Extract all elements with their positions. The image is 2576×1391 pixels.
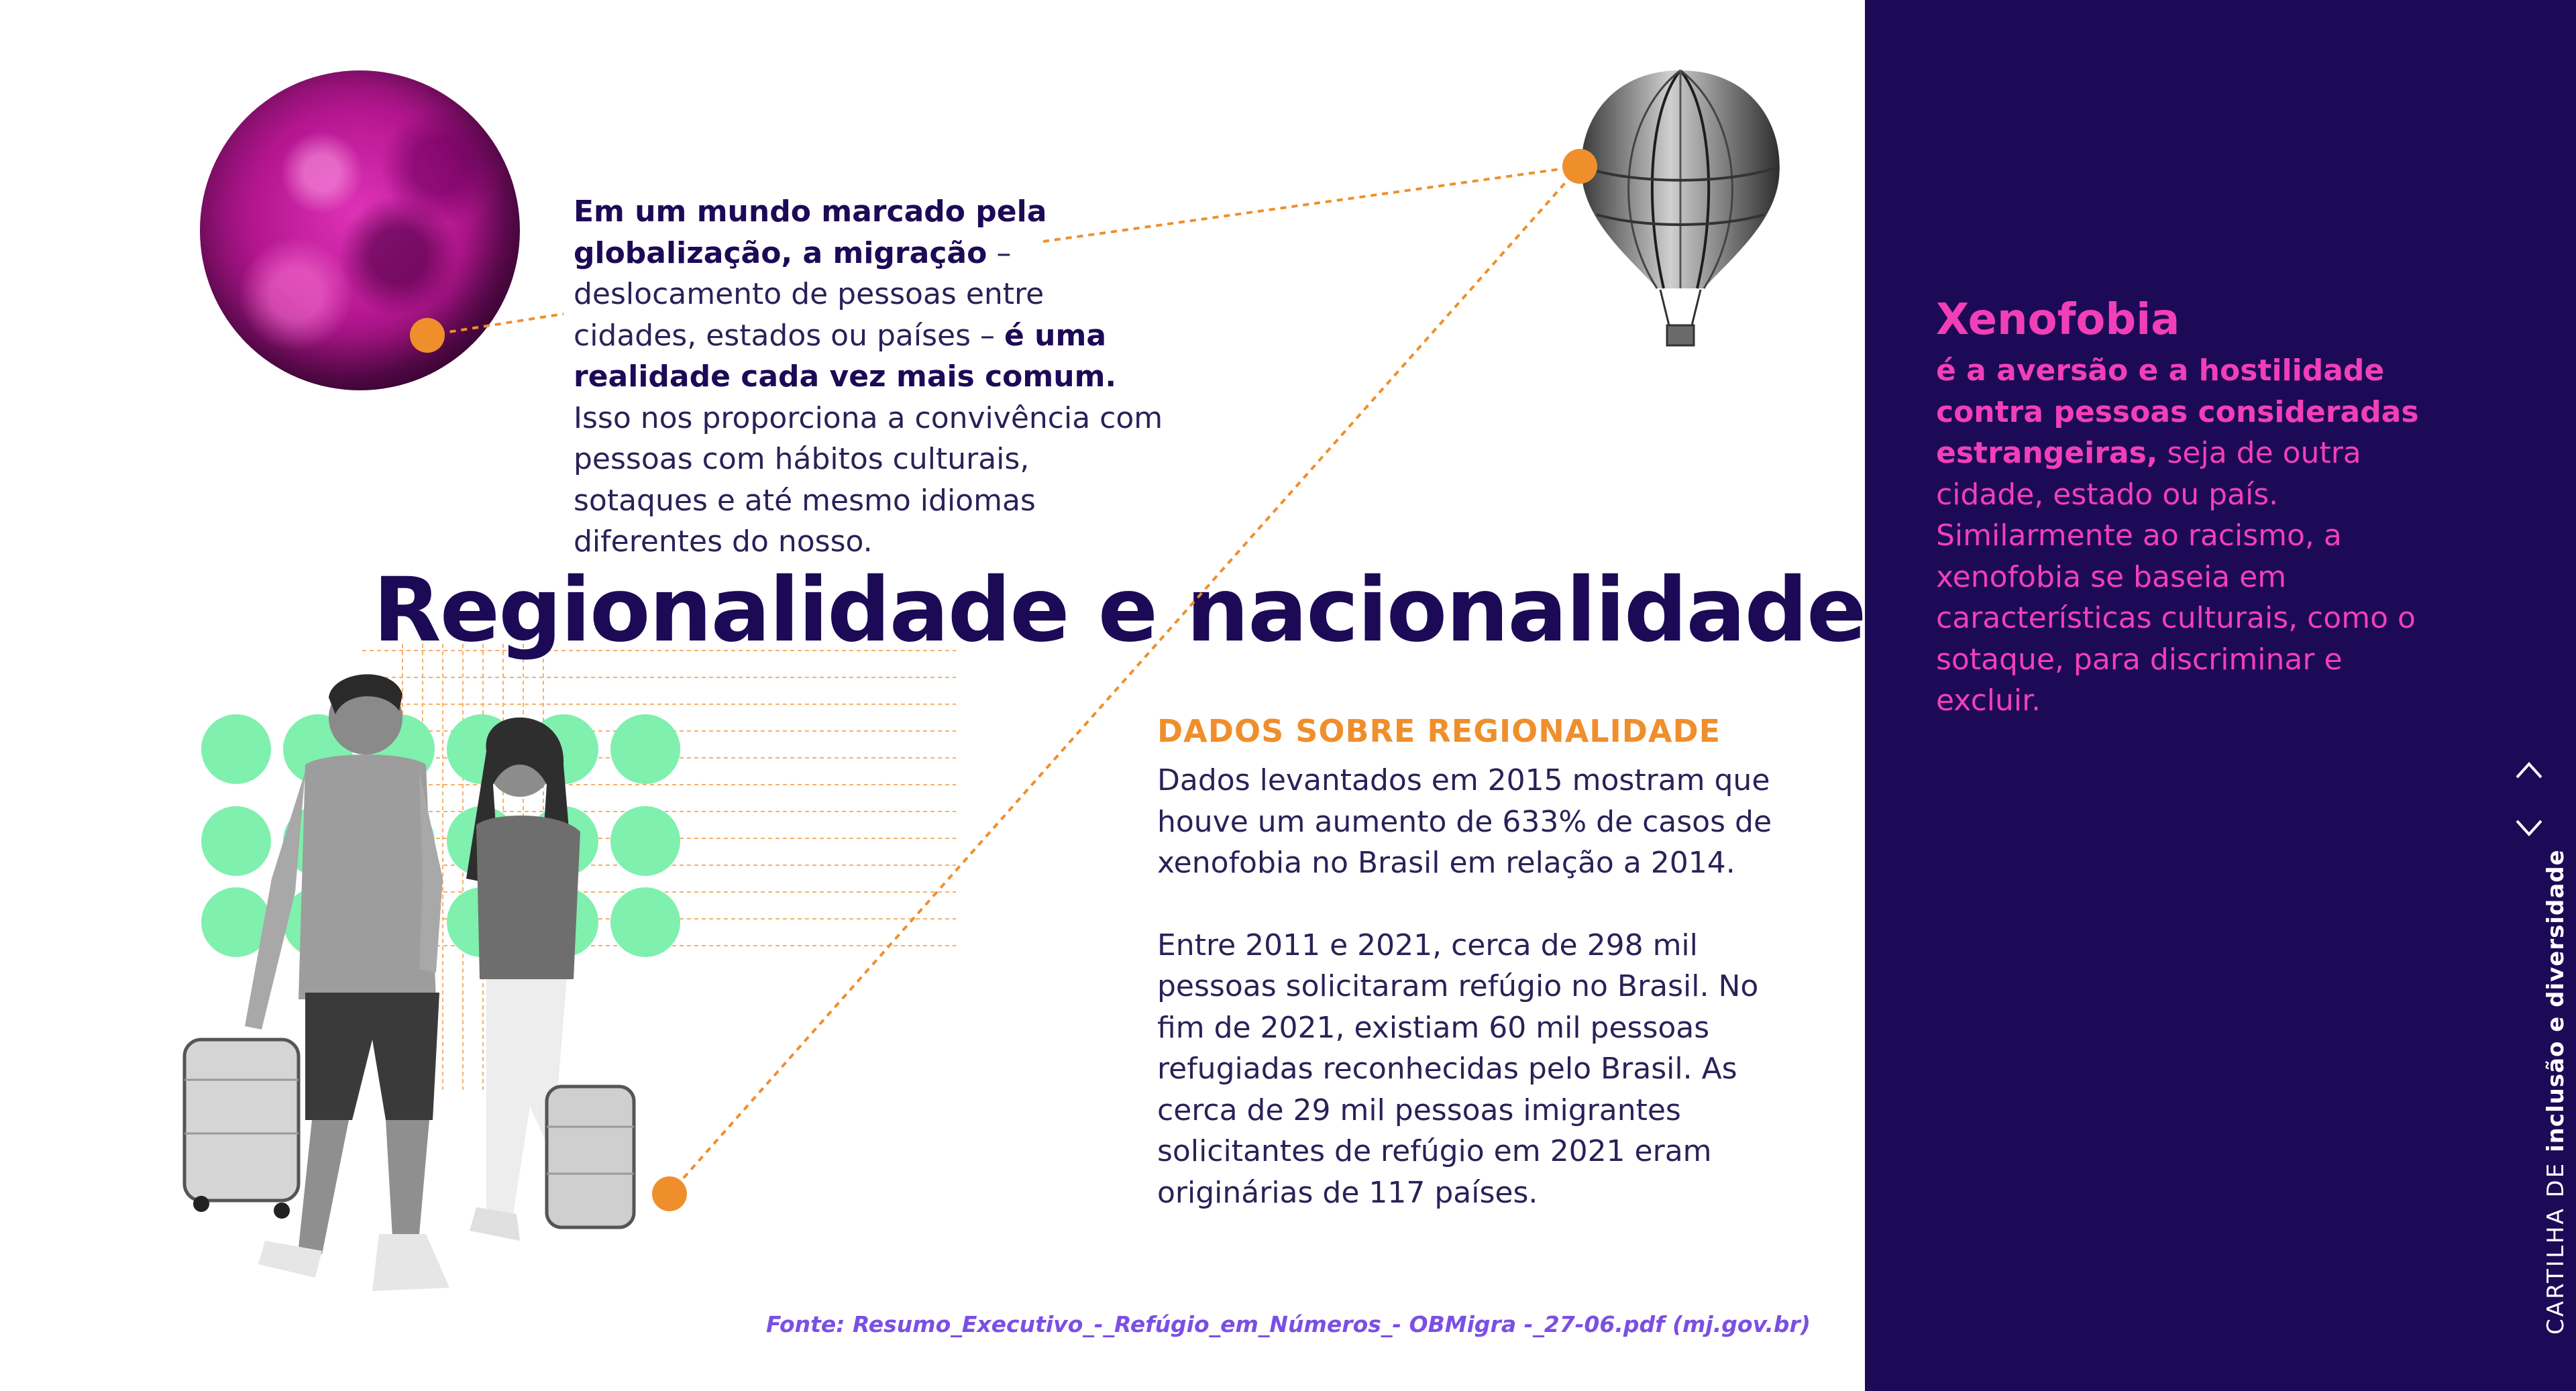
intro-bold-3: é uma realidade cada vez mais comum. <box>574 318 1117 394</box>
sidebar-title: Xenofobia <box>1936 295 2180 345</box>
chevron-up-icon[interactable] <box>2513 755 2545 787</box>
regional-data-section <box>1157 708 1801 1254</box>
definition-rest: seja de outra cidade, estado ou país. Similarmente ao racismo, a xenofobia se baseia em características culturais, como o sotaque, para discriminar e excluir. <box>1936 436 2416 718</box>
vertical-label-bold: inclusão e diversidade <box>2542 849 2569 1152</box>
definition-bold: é a aversão e a hostilidade contra pessoas consideradas estrangeiras, <box>1936 353 2419 470</box>
section-title: DADOS SOBRE REGIONALIDADE <box>1157 713 1721 749</box>
intro-text-2: – deslocamento de pessoas entre cidades, estados ou países – <box>574 235 1044 353</box>
stats-paragraph-2: Entre 2011 e 2021, cerca de 298 mil pessoas solicitaram refúgio no Brasil. No fim de 2021, existiam 60 mil pessoas refugiadas reconhecidas pelo Brasil. As cerca de 29 mil pessoas imigrantes solicitantes de refúgio em 2021 eram originárias de 117 países. <box>1157 928 1759 1210</box>
hot-air-balloon-image <box>1570 67 1791 362</box>
sidebar-panel <box>1865 0 2576 1391</box>
intro-bold-1: Em um mundo marcado pela globalização, a migração <box>574 194 1047 270</box>
xenofobia-definition <box>1936 290 2419 722</box>
globe-image <box>200 70 520 390</box>
stats-paragraph-1: Dados levantados em 2015 mostram que houve um aumento de 633% de casos de xenofobia no Brasil em relação a 2014. <box>1157 763 1772 880</box>
intro-paragraph <box>574 191 1164 563</box>
page-title: Regionalidade e nacionalidade <box>373 559 1865 662</box>
chevron-down-icon[interactable] <box>2513 812 2545 844</box>
travelers-photo <box>171 664 688 1328</box>
vertical-footer-label <box>2542 849 2569 1335</box>
source-link[interactable]: Fonte: Resumo_Executivo_-_Refúgio_em_Números_- OBMigra -_27-06.pdf (mj.gov.br) <box>766 1311 1811 1337</box>
intro-text-4: Isso nos proporciona a convivência com pessoas com hábitos culturais, sotaques e até mesmo idiomas diferentes do nosso. <box>574 400 1163 559</box>
sidebar-definition <box>1936 350 2419 722</box>
vertical-label-light: CARTILHA DE <box>2542 1152 2569 1335</box>
